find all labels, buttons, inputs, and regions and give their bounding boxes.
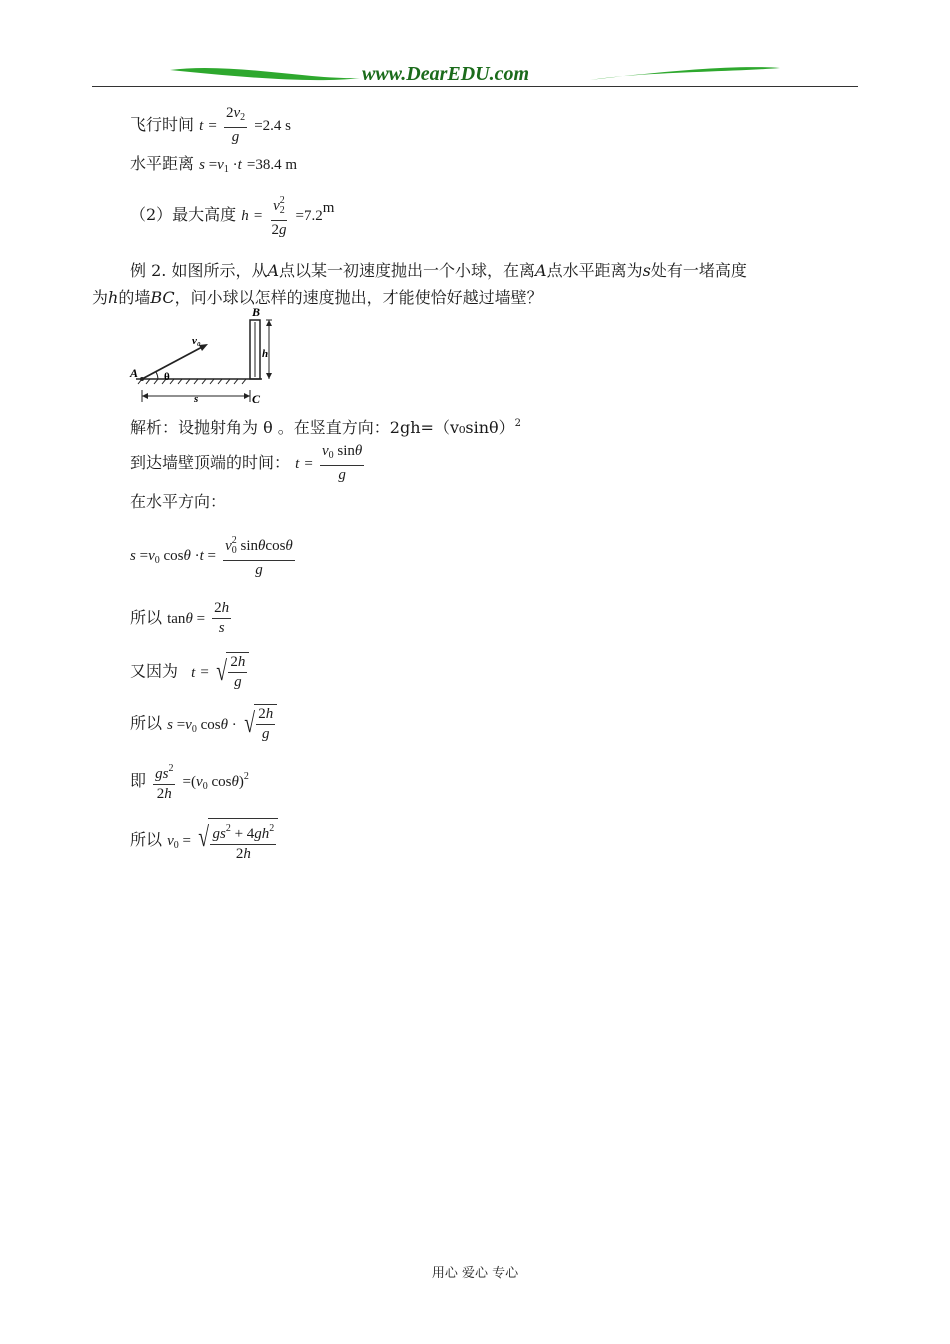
example2-line1: 例 2. 如图所示，从A点以某一初速度抛出一个小球，在离A点水平距离为s处有一堵高度 bbox=[130, 261, 747, 280]
flight-time-result: =2.4 s bbox=[254, 118, 291, 134]
analysis-line8: 即 $\frac{gs^2}{2h}$ $=(v_0$ cosθ)$^2$ bbox=[130, 760, 249, 803]
label-s: s bbox=[194, 393, 199, 405]
analysis-line4: $s =v_0$ cosθ ·t = $\frac{v_0^2 \sin\theta\cos\theta}{g}$ bbox=[130, 532, 297, 579]
analysis-line9: 所以 $v_0$ = √ $\frac{gs^2 + 4gh^2}{2h}$ bbox=[130, 818, 278, 863]
horizontal-distance-label: 水平距离 bbox=[130, 154, 195, 173]
footer-text: 用心 爱心 专心 bbox=[431, 1266, 519, 1281]
max-height-unit: m bbox=[322, 200, 335, 216]
max-height-result: =7.2 bbox=[295, 208, 323, 224]
label-C: C bbox=[252, 392, 261, 406]
horizontal-distance-result: =38.4 m bbox=[246, 157, 297, 173]
flight-time-label: 飞行时间 bbox=[130, 115, 195, 134]
projectile-figure bbox=[128, 306, 278, 406]
projectile-diagram bbox=[128, 306, 278, 406]
label-A: A bbox=[130, 366, 139, 380]
analysis-line3: 在水平方向： bbox=[130, 492, 227, 511]
header-rule bbox=[92, 86, 858, 87]
analysis-line1: 解析：设抛射角为 θ 。在竖直方向：$2gh=(v_0\sin\theta)^2$ bbox=[130, 418, 522, 437]
label-theta: θ bbox=[164, 371, 170, 383]
analysis-line6: 又因为 t = √ $\frac{2h}{g}$ bbox=[130, 652, 249, 692]
analysis-line5: 所以 tanθ = $\frac{2h}{s}$ bbox=[130, 600, 230, 636]
max-height-label: （2）最大高度 bbox=[130, 205, 237, 224]
logo-text: www.DearEDU.com bbox=[362, 63, 530, 85]
fraction: $\frac{v_2^2}{2g}$ bbox=[269, 192, 288, 239]
flight-time-line: 飞行时间 t = $\frac{2v_2}{g}$ =2.4 s bbox=[130, 105, 291, 145]
fraction: $\frac{2v_2}{g}$ bbox=[225, 105, 246, 145]
max-height-line: （2）最大高度 h = $\frac{v_2^2}{2g}$ =7.2m bbox=[130, 192, 334, 239]
label-v0: v₀ bbox=[192, 335, 201, 347]
label-h: h bbox=[262, 348, 269, 360]
label-B: B bbox=[252, 306, 261, 319]
analysis-line2: 到达墙壁顶端的时间： t = $\frac{v_0 \sin\theta}{g}$ bbox=[130, 443, 363, 483]
horizontal-distance-line: 水平距离 $s =v_1 \cdot t =38.4$ m bbox=[130, 154, 297, 175]
analysis-line7: 所以 $s =v_0$ cosθ · √ $\frac{2h}{g}$ bbox=[130, 704, 277, 744]
example2-line2: 为h的墙BC，问小球以怎样的速度抛出，才能使恰好越过墙壁？ bbox=[92, 288, 543, 307]
